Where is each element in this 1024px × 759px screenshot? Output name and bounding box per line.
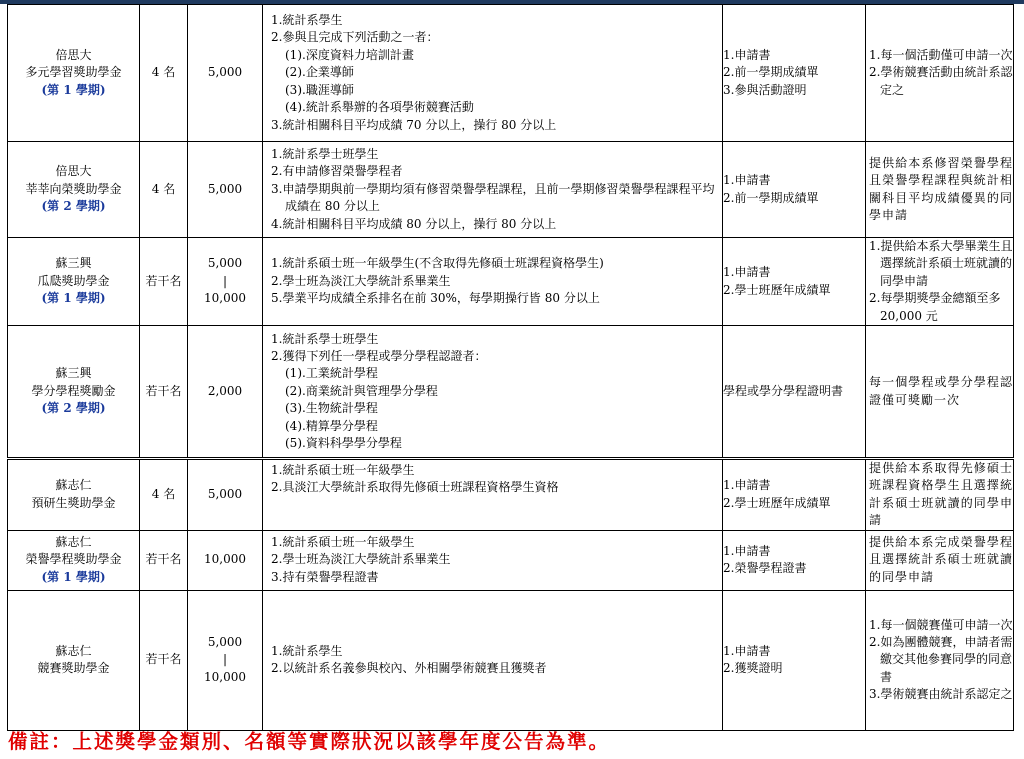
table-row: [8, 5, 1014, 142]
donor-name: 蘇志仁: [55, 535, 92, 550]
scholarship-name-cell: [8, 590, 140, 730]
amount-cell: 10,000: [188, 530, 263, 590]
condition-subitem: (5).資料科學學分學程: [285, 436, 402, 451]
semester-label: (第 1 學期): [41, 569, 106, 584]
documents-cell: [723, 459, 866, 531]
table-row: [8, 459, 1014, 531]
quota-cell: 若干名: [140, 530, 188, 590]
note-text: 提供給本系取得先修碩士班課程資格學生且選擇統計系碩士班就讀的同學申請: [869, 461, 1013, 528]
document-item: 1.申請書: [723, 173, 771, 188]
semester-label: (第 1 學期): [41, 291, 106, 306]
condition-item: 2.學士班為淡江大學統計系畢業生: [271, 552, 451, 567]
table-row: [8, 238, 1014, 326]
amount-cell: 5,000: [188, 459, 263, 531]
document-item: 2.前一學期成績單: [723, 190, 819, 205]
document-item: 1.申請書: [723, 47, 771, 62]
amount-min: 5,000: [207, 256, 243, 271]
documents-cell: [723, 142, 866, 238]
notes-cell: [866, 326, 1014, 459]
quota-cell: 若干名: [140, 238, 188, 326]
condition-item: 3.統計相關科目平均成績 70 分以上，操行 80 分以上: [271, 117, 557, 132]
scholarship-name: 瓜瓞獎助學金: [37, 273, 110, 288]
notes-cell: [866, 142, 1014, 238]
scholarship-table: [7, 4, 1014, 731]
condition-item: 1.統計系碩士班一年級學生(不含取得先修碩士班課程資格學生): [271, 256, 604, 271]
condition-item: 2.有申請修習榮譽學程者: [271, 164, 403, 179]
condition-subitem: (1).工業統計學程: [285, 366, 378, 381]
note-item: 1.每一個活動僅可申請一次: [869, 47, 1013, 62]
condition-item: 4.統計相關科目平均成績 80 分以上，操行 80 分以上: [271, 216, 557, 231]
amount-range-separator: |: [222, 652, 228, 667]
scholarship-name: 競賽獎助學金: [37, 661, 110, 676]
amount-cell: 2,000: [188, 326, 263, 459]
document-item: 1.申請書: [723, 643, 771, 658]
condition-subitem: (3).生物統計學程: [285, 401, 378, 416]
donor-name: 倍思大: [55, 47, 92, 62]
table-row: [8, 326, 1014, 459]
amount-max: 10,000: [204, 291, 246, 306]
remark-footnote: 備註：上述獎學金類別、名額等實際狀況以該學年度公告為準。: [8, 730, 611, 753]
condition-item: 2.具淡江大學統計系取得先修碩士班課程資格學生資格: [271, 480, 559, 495]
document-item: 3.參與活動證明: [723, 82, 807, 97]
conditions-cell: [263, 142, 723, 238]
condition-item: 2.獲得下列任一學程或學分學程認證者：: [271, 349, 487, 364]
table-row: [8, 142, 1014, 238]
document-item: 2.榮譽學程證書: [723, 561, 807, 576]
conditions-cell: [263, 459, 723, 531]
condition-item: 1.統計系學士班學生: [271, 146, 379, 161]
document-item: 2.學士班歷年成績單: [723, 282, 831, 297]
documents-cell: [723, 238, 866, 326]
document-item: 學程或學分學程證明書: [723, 383, 844, 398]
documents-cell: [723, 530, 866, 590]
notes-cell: [866, 459, 1014, 531]
documents-cell: [723, 326, 866, 459]
document-item: 2.學士班歷年成績單: [723, 495, 831, 510]
donor-name: 蘇志仁: [55, 478, 92, 493]
table-row: [8, 530, 1014, 590]
documents-cell: [723, 5, 866, 142]
condition-item: 1.統計系碩士班一年級學生: [271, 463, 415, 478]
conditions-cell: [263, 5, 723, 142]
condition-item: 1.統計系碩士班一年級學生: [271, 535, 415, 550]
conditions-cell: [263, 590, 723, 730]
condition-subitem: (3).職涯導師: [285, 82, 354, 97]
document-item: 1.申請書: [723, 265, 771, 280]
condition-item: 2.學士班為淡江大學統計系畢業生: [271, 273, 451, 288]
donor-name: 蘇志仁: [55, 643, 92, 658]
scholarship-name-cell: [8, 5, 140, 142]
scholarship-name-cell: [8, 459, 140, 531]
notes-cell: [866, 5, 1014, 142]
quota-cell: 4 名: [140, 5, 188, 142]
note-item: 3.學術競賽由統計系認定之: [869, 687, 1013, 702]
document-item: 1.申請書: [723, 478, 771, 493]
document-item: 1.申請書: [723, 543, 771, 558]
quota-cell: 4 名: [140, 142, 188, 238]
note-item: 2.學術競賽活動由統計系認定之: [869, 65, 1013, 97]
donor-name: 蘇三興: [55, 256, 92, 271]
semester-label: (第 2 學期): [41, 401, 106, 416]
note-text: 提供給本系修習榮譽學程且榮譽學程課程與統計相關科目平均成績優異的同學申請: [869, 155, 1013, 222]
condition-subitem: (2).商業統計與管理學分學程: [285, 383, 438, 398]
condition-subitem: (4).統計系舉辦的各項學術競賽活動: [285, 100, 474, 115]
note-item: 1.每一個競賽僅可申請一次: [869, 617, 1013, 632]
scholarship-name: 榮譽學程獎助學金: [25, 552, 122, 567]
table-row: [8, 590, 1014, 730]
document-item: 2.獲獎證明: [723, 661, 783, 676]
note-item: 1.提供給本系大學畢業生且選擇統計系碩士班就讀的同學申請: [869, 239, 1013, 288]
scholarship-name-cell: [8, 142, 140, 238]
donor-name: 蘇三興: [55, 366, 92, 381]
amount-range-separator: |: [222, 273, 228, 288]
note-text: 提供給本系完成榮譽學程且選擇統計系碩士班就讀的同學申請: [869, 535, 1013, 584]
notes-cell: [866, 238, 1014, 326]
notes-cell: [866, 590, 1014, 730]
condition-item: 1.統計系學士班學生: [271, 331, 379, 346]
note-item: 2.如為團體競賽，申請者需繳交其他參賽同學的同意書: [869, 635, 1013, 684]
condition-subitem: (1).深度資料力培訓計畫: [285, 47, 414, 62]
scholarship-name-cell: [8, 326, 140, 459]
condition-subitem: (2).企業導師: [285, 65, 354, 80]
condition-subitem: (4).精算學分學程: [285, 418, 378, 433]
amount-min: 5,000: [207, 635, 243, 650]
condition-item: 2.參與且完成下列活動之一者：: [271, 30, 439, 45]
conditions-cell: [263, 238, 723, 326]
quota-cell: 4 名: [140, 459, 188, 531]
amount-cell: 5,000: [188, 142, 263, 238]
documents-cell: [723, 590, 866, 730]
conditions-cell: [263, 326, 723, 459]
note-item: 2.每學期獎學金總額至多 20,000 元: [869, 291, 1001, 323]
condition-item: 2.以統計系名義參與校內、外相關學術競賽且獲獎者: [271, 661, 547, 676]
condition-item: 5.學業平均成績全系排名在前 30%，每學期操行皆 80 分以上: [271, 291, 600, 306]
scholarship-name: 學分學程獎勵金: [31, 383, 116, 398]
document-item: 2.前一學期成績單: [723, 65, 819, 80]
notes-cell: [866, 530, 1014, 590]
note-text: 每一個學程或學分學程認證僅可獎勵一次: [869, 375, 1013, 407]
quota-cell: 若干名: [140, 590, 188, 730]
donor-name: 倍思大: [55, 164, 92, 179]
semester-label: (第 2 學期): [41, 199, 106, 214]
scholarship-name-cell: [8, 238, 140, 326]
amount-cell: [188, 238, 263, 326]
conditions-cell: [263, 530, 723, 590]
amount-max: 10,000: [204, 669, 246, 684]
amount-cell: 5,000: [188, 5, 263, 142]
scholarship-name: 預研生獎助學金: [31, 495, 116, 510]
condition-item: 1.統計系學生: [271, 643, 343, 658]
quota-cell: 若干名: [140, 326, 188, 459]
condition-item: 3.申請學期與前一學期均須有修習榮譽學程課程，且前一學期修習榮譽學程課程平均成績在 80 分以上: [271, 181, 715, 214]
scholarship-name: 莘莘向榮獎助學金: [25, 181, 122, 196]
scholarship-name: 多元學習獎助學金: [25, 65, 122, 80]
amount-cell: [188, 590, 263, 730]
semester-label: (第 1 學期): [41, 82, 106, 97]
scholarship-name-cell: [8, 530, 140, 590]
condition-item: 3.持有榮譽學程證書: [271, 569, 379, 584]
condition-item: 1.統計系學生: [271, 13, 343, 28]
